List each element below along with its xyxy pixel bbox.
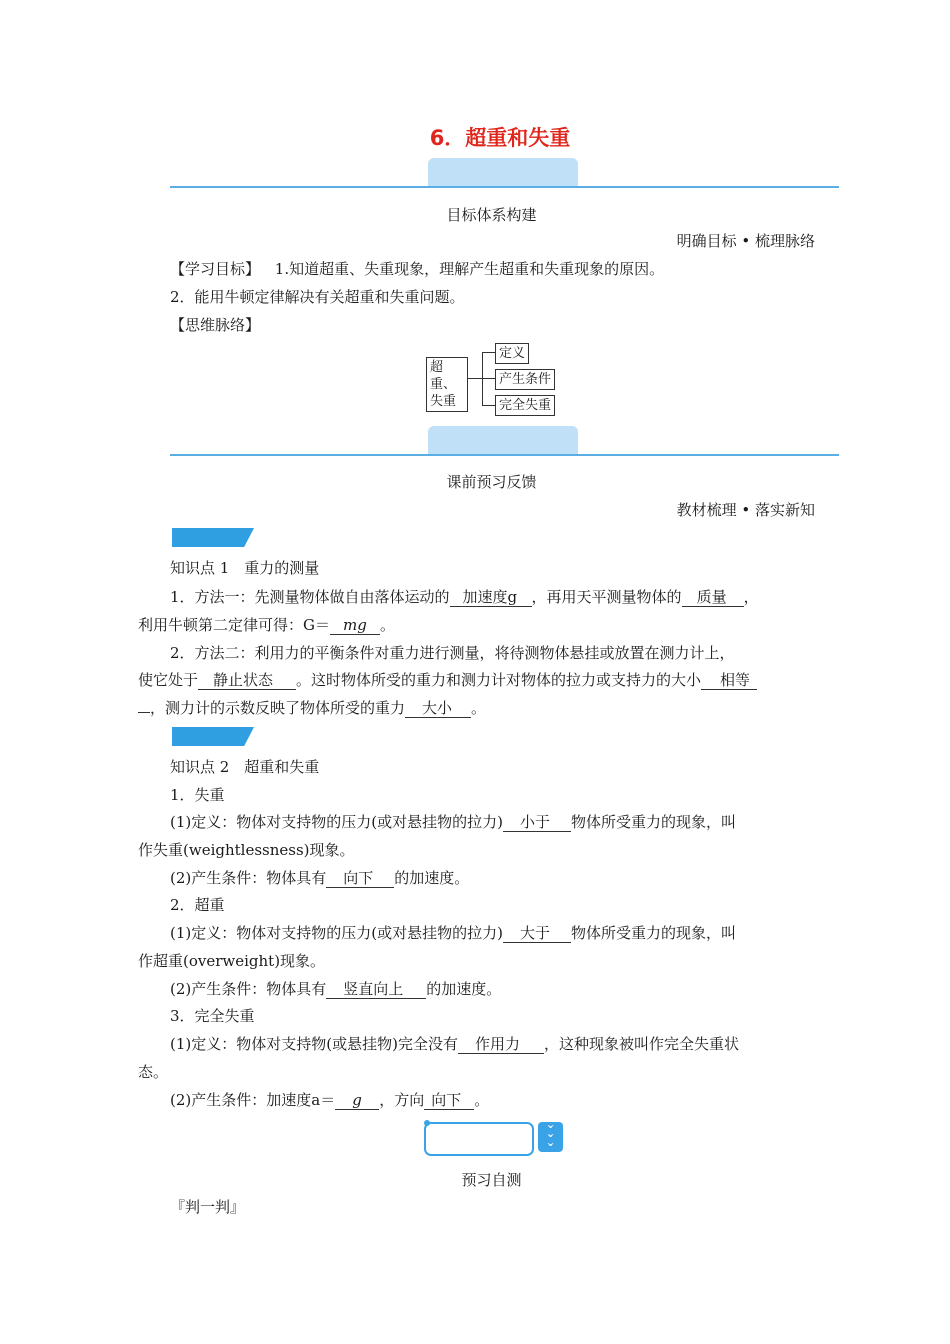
double-chevron-down-icon: › › › [538,1122,563,1152]
kp1-line: 1．方法一：先测量物体做自由落体运动的 加速度g ，再用天平测量物体的 质量 ， [170,588,759,606]
section-band-2 [170,426,839,456]
self-test-heading: 预习自测 [461,1171,522,1189]
kp1-line: 2．方法二：利用力的平衡条件对重力进行测量，将待测物体悬挂或放置在测力计上， [170,644,735,662]
self-test-banner [424,1122,534,1156]
mindmap-branch-complete: 完全失重 [495,395,555,416]
learning-goals: 【学习目标】 1.知道超重、失重现象，理解产生超重和失重现象的原因。 [170,260,665,278]
kp2-line: 1．失重 [170,786,225,804]
learning-goal-2: 2．能用牛顿定律解决有关超重和失重问题。 [170,288,465,306]
section-heading: 课前预习反馈 [446,473,537,491]
mindmap-branch-condition: 产生条件 [495,369,555,390]
kp2-line: 3．完全失重 [170,1007,255,1025]
self-test-sub: 『判一判』 [170,1198,246,1216]
kp1-line: 利用牛顿第二定律可得：G＝ mg 。 [138,616,395,634]
mind-label: 【思维脉络】 [170,316,261,334]
kp1-title: 知识点 1 重力的测量 [170,559,320,577]
knowledge-tag-bar [172,727,254,746]
kp1-line: ，测力计的示数反映了物体所受的重力 大小 。 [138,697,486,718]
knowledge-tag-bar [172,528,254,547]
kp2-line: (2)产生条件：物体具有 竖直向上 的加速度。 [170,980,502,998]
kp2-title: 知识点 2 超重和失重 [170,758,320,776]
mindmap-branch-definition: 定义 [495,343,529,364]
kp2-line: 作失重(weightlessness)现象。 [138,841,355,859]
kp2-line: 作超重(overweight)现象。 [138,952,326,970]
section-band-1 [170,158,839,188]
section-subheading: 教材梳理 • 落实新知 [676,501,815,519]
kp2-line: (2)产生条件：物体具有 向下 的加速度。 [170,869,470,887]
section-subheading: 明确目标 • 梳理脉络 [676,232,815,250]
kp2-line: 2．超重 [170,896,225,914]
kp2-line: (1)定义：物体对支持物的压力(或对悬挂物的拉力) 大于 物体所受重力的现象，叫 [170,924,736,942]
kp2-line: (1)定义：物体对支持物(或悬挂物)完全没有 作用力 ，这种现象被叫作完全失重状 [170,1035,739,1053]
kp2-line: (2)产生条件：加速度a＝ g ，方向 向下 。 [170,1091,490,1109]
page-title: 6．超重和失重 [429,126,571,150]
mind-map [426,343,566,418]
kp2-line: (1)定义：物体对支持物的压力(或对悬挂物的拉力) 小于 物体所受重力的现象，叫 [170,813,736,831]
mindmap-root: 超重、 失重 [426,357,468,412]
kp2-line: 态。 [138,1063,169,1081]
kp1-line: 使它处于 静止状态 。这时物体所受的重力和测力计对物体的拉力或支持力的大小 相等 [138,669,757,690]
section-heading: 目标体系构建 [446,206,537,224]
